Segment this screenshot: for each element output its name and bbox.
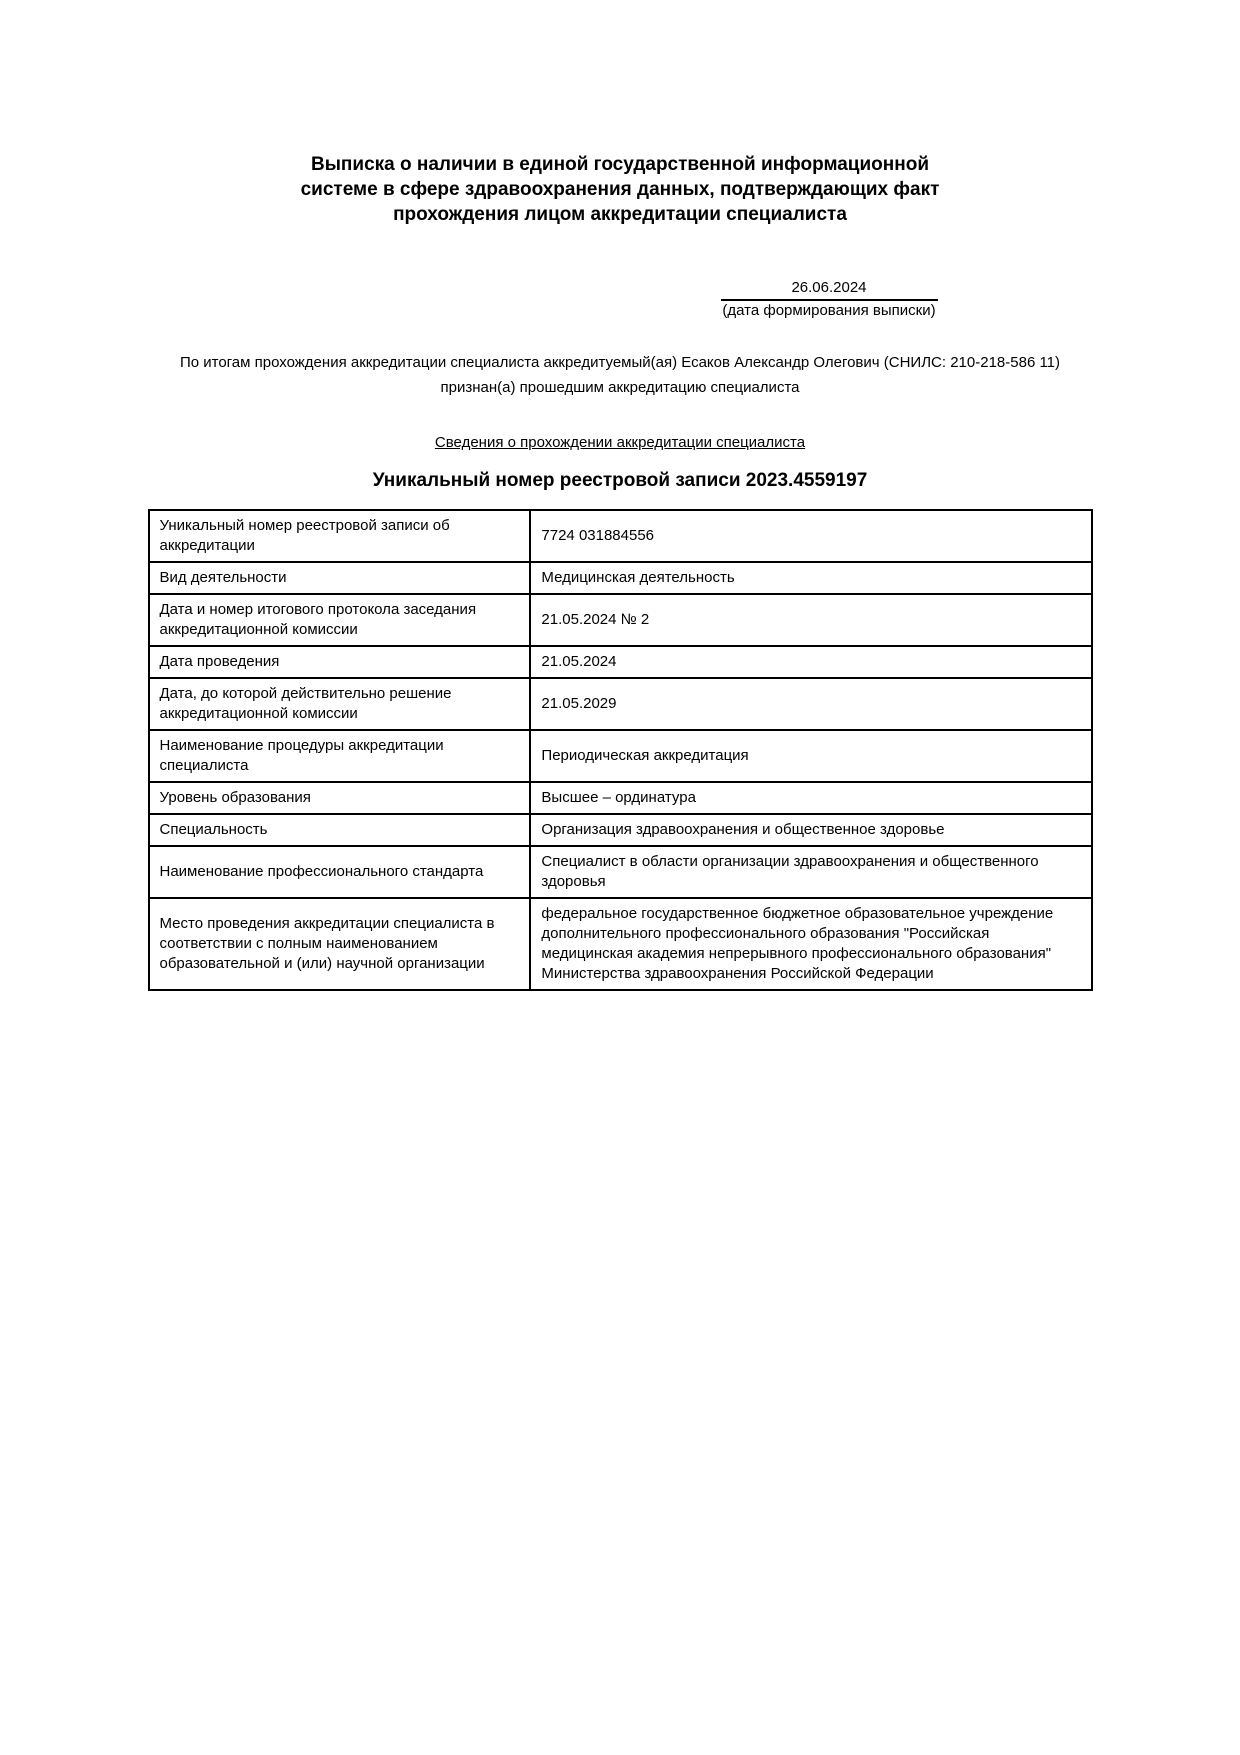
page-content: [148, 0, 1093, 991]
formation-date-caption: (дата формирования выписки): [722, 302, 936, 319]
row-value-cell: 21.05.2024 № 2: [530, 594, 1091, 646]
row-label-cell: Дата и номер итогового протокола заседания аккредитационной комиссии: [149, 594, 531, 646]
table-row: [149, 510, 1092, 562]
row-label-cell: Наименование профессионального стандарта: [149, 846, 531, 898]
table-row: [149, 678, 1092, 730]
row-value-cell: Организация здравоохранения и общественное здоровье: [530, 814, 1091, 846]
row-value-cell: Высшее – ординатура: [530, 782, 1091, 814]
registry-number-title: Уникальный номер реестровой записи 2023.4559197: [372, 470, 868, 491]
table-row: [149, 898, 1092, 990]
row-label-cell: Дата, до которой действительно решение аккредитационной комиссии: [149, 678, 531, 730]
table-row: [149, 730, 1092, 782]
row-label-cell: Вид деятельности: [149, 562, 531, 594]
row-label-cell: Уникальный номер реестровой записи об аккредитации: [149, 510, 531, 562]
accreditation-result-paragraph: [138, 350, 1103, 400]
row-value-cell: федеральное государственное бюджетное образовательное учреждение дополнительного профессионального образования "Российская медицинская академия непрерывного профессионального образования" Министерства здравоохранения Российской Федерации: [530, 898, 1091, 990]
row-value-cell: Специалист в области организации здравоохранения и общественного здоровья: [530, 846, 1091, 898]
row-label-cell: Место проведения аккредитации специалиста в соответствии с полным наименованием образовательной и (или) научной организации: [149, 898, 531, 990]
document-title: [148, 152, 1093, 227]
row-value-cell: 7724 031884556: [530, 510, 1091, 562]
document-title-line-2: системе в сфере здравоохранения данных, подтверждающих факт: [300, 179, 940, 200]
row-label-cell: Уровень образования: [149, 782, 531, 814]
row-value-cell: 21.05.2024: [530, 646, 1091, 678]
accreditation-table-body: [149, 510, 1092, 990]
row-label-cell: Дата проведения: [149, 646, 531, 678]
table-row: [149, 562, 1092, 594]
formation-date-block: [721, 279, 938, 320]
formation-date: 26.06.2024: [721, 279, 938, 301]
accreditation-result-line-2: признан(а) прошедшим аккредитацию специалиста: [440, 379, 800, 396]
table-row: [149, 782, 1092, 814]
section-heading: Сведения о прохождении аккредитации специалиста: [434, 434, 806, 451]
row-value-cell: Медицинская деятельность: [530, 562, 1091, 594]
row-value-cell: 21.05.2029: [530, 678, 1091, 730]
table-row: [149, 594, 1092, 646]
row-value-cell: Периодическая аккредитация: [530, 730, 1091, 782]
document-title-line-3: прохождения лицом аккредитации специалиста: [393, 204, 847, 225]
table-row: [149, 846, 1092, 898]
table-row: [149, 814, 1092, 846]
row-label-cell: Специальность: [149, 814, 531, 846]
accreditation-result-line-1: По итогам прохождения аккредитации специалиста аккредитуемый(ая) Есаков Александр Олегович (СНИЛС: 210-218-586 11): [179, 354, 1061, 371]
table-row: [149, 646, 1092, 678]
document-title-line-1: Выписка о наличии в единой государственной информационной: [310, 154, 930, 175]
row-label-cell: Наименование процедуры аккредитации специалиста: [149, 730, 531, 782]
accreditation-details-table: [148, 509, 1093, 991]
